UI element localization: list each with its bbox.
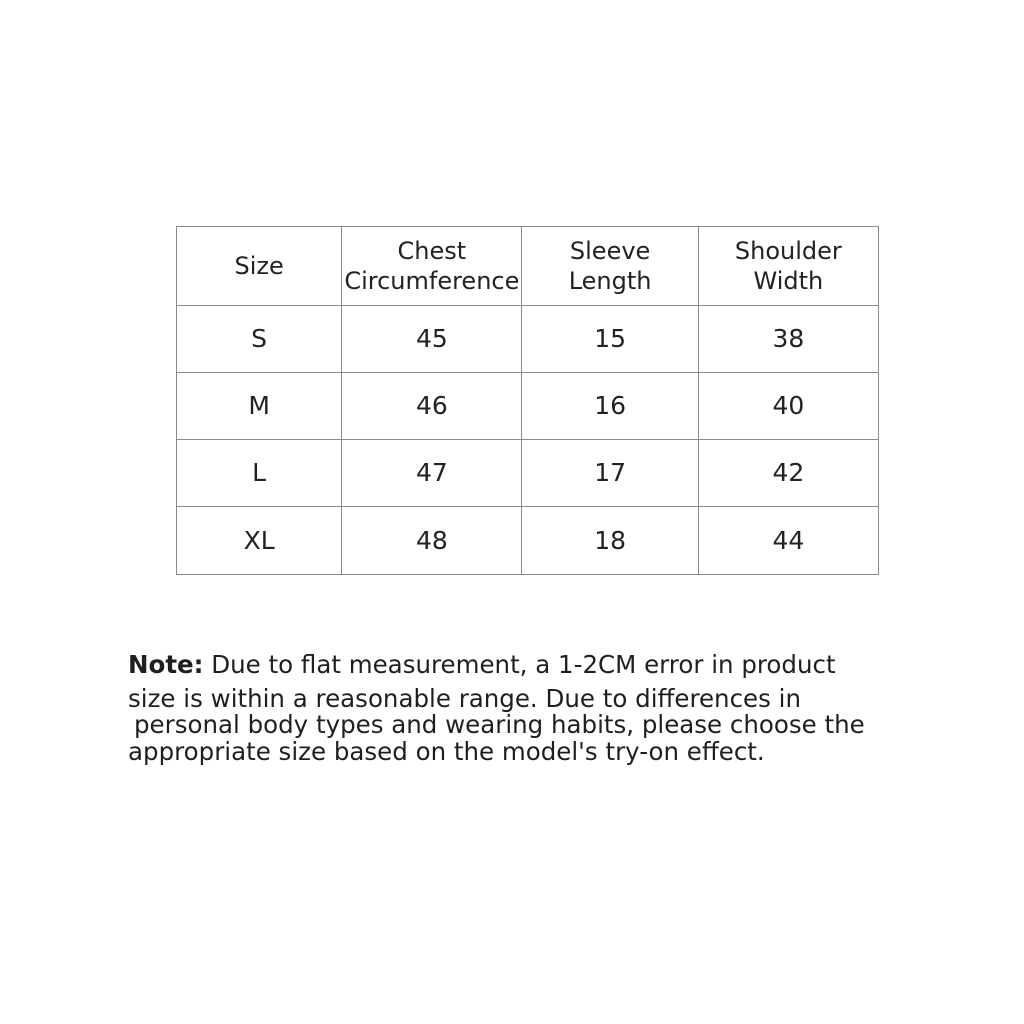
cell-chest: 45 xyxy=(342,306,522,373)
header-size-label: Size xyxy=(234,252,284,280)
header-shoulder-line2: Width xyxy=(753,267,824,295)
size-chart-table xyxy=(176,226,879,575)
cell-chest: 48 xyxy=(342,507,522,575)
table-row xyxy=(177,373,879,440)
table-row xyxy=(177,306,879,373)
header-sleeve-length xyxy=(522,227,698,306)
note-line-2: size is within a reasonable range. Due to differences in xyxy=(128,684,802,713)
table-row xyxy=(177,440,879,507)
cell-sleeve: 17 xyxy=(522,440,698,507)
cell-shoulder: 40 xyxy=(698,373,878,440)
cell-sleeve: 15 xyxy=(522,306,698,373)
cell-sleeve: 16 xyxy=(522,373,698,440)
note-line-4: appropriate size based on the model's try-on effect. xyxy=(128,737,765,766)
cell-shoulder: 42 xyxy=(698,440,878,507)
cell-shoulder: 44 xyxy=(698,507,878,575)
table-row xyxy=(177,507,879,575)
header-shoulder-line1: Shoulder xyxy=(734,237,842,265)
header-chest-line2: Circumference xyxy=(344,267,520,295)
header-sleeve-line2: Length xyxy=(568,267,652,295)
cell-size: S xyxy=(177,306,342,373)
note-text-1: Due to flat measurement, a 1-2CM error in product xyxy=(211,650,836,679)
note-line-1 xyxy=(128,650,908,680)
note-label: Note: xyxy=(128,650,204,679)
cell-chest: 47 xyxy=(342,440,522,507)
header-shoulder-width xyxy=(698,227,878,306)
cell-size: XL xyxy=(177,507,342,575)
cell-chest: 46 xyxy=(342,373,522,440)
cell-shoulder: 38 xyxy=(698,306,878,373)
cell-size: L xyxy=(177,440,342,507)
measurement-note xyxy=(128,650,908,767)
header-sleeve-line1: Sleeve xyxy=(569,237,651,265)
table-header-row xyxy=(177,227,879,306)
header-chest-line1: Chest xyxy=(397,237,467,265)
cell-size: M xyxy=(177,373,342,440)
note-line-3: personal body types and wearing habits, please choose the xyxy=(134,710,865,739)
cell-sleeve: 18 xyxy=(522,507,698,575)
header-chest-circumference xyxy=(342,227,522,306)
header-size xyxy=(177,227,342,306)
